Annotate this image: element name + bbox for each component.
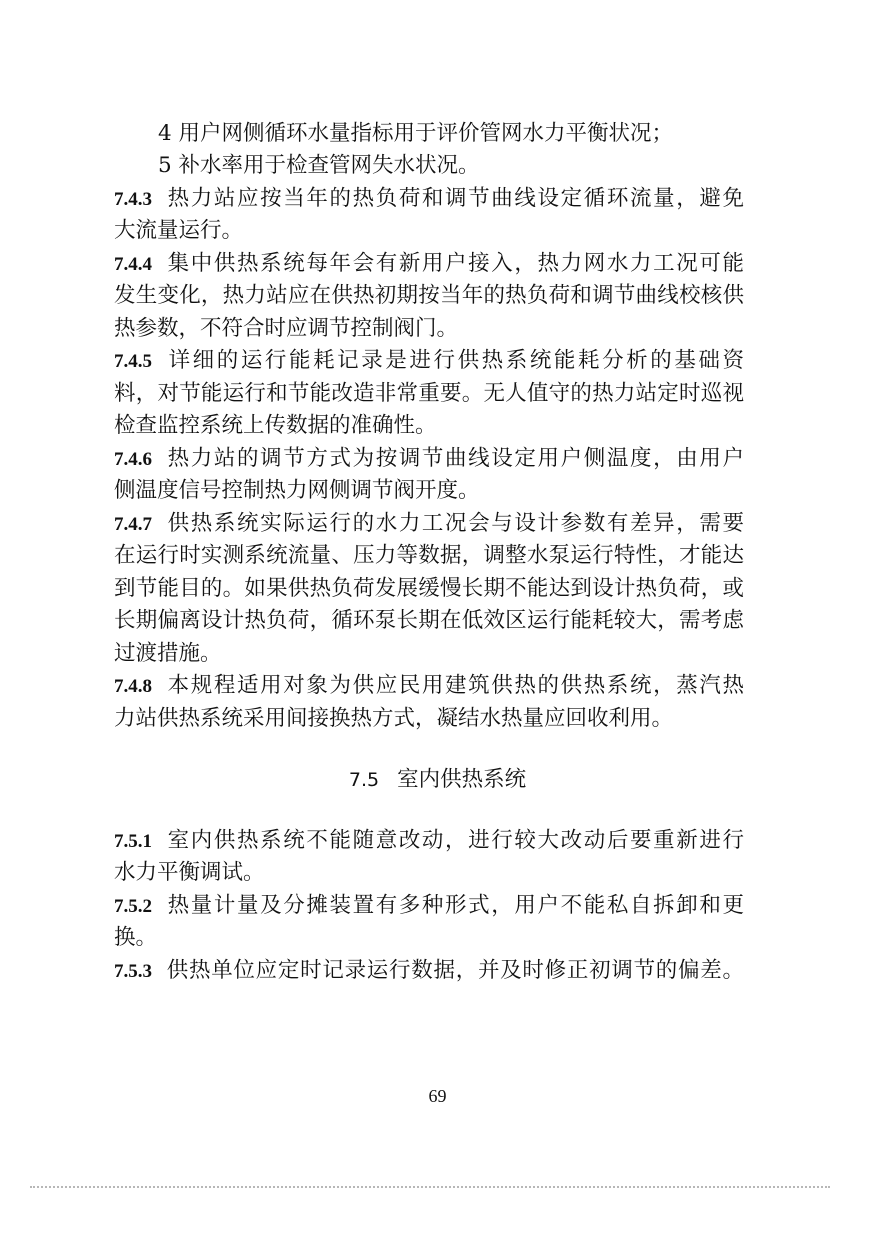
clause-7-4-4: 7.4.4 集中供热系统每年会有新用户接入，热力网水力工况可能 — [114, 251, 744, 276]
section-heading: 7.5 室内供热系统 — [348, 767, 527, 792]
page-number: 69 — [428, 1086, 447, 1106]
clause-7-5-1: 7.5.1 室内供热系统不能随意改动，进行较大改动后要重新进行 — [114, 828, 744, 853]
list-item: 4 用户网侧循环水量指标用于评价管网水力平衡状况； — [158, 121, 674, 146]
clause-line: 换。 — [114, 925, 158, 950]
clause-line: 发生变化，热力站应在供热初期按当年的热负荷和调节曲线校核供 — [114, 283, 744, 308]
clause-7-5-2: 7.5.2 热量计量及分摊装置有多种形式，用户不能私自拆卸和更 — [114, 893, 744, 918]
clause-line: 大流量运行。 — [114, 218, 244, 243]
clause-line: 过渡措施。 — [114, 641, 222, 666]
clause-line: 力站供热系统采用间接换热方式，凝结水热量应回收利用。 — [114, 706, 674, 731]
clause-line: 水力平衡调试。 — [114, 860, 265, 885]
clause-line: 到节能目的。如果供热负荷发展缓慢长期不能达到设计热负荷，或 — [114, 576, 744, 601]
clause-7-4-7: 7.4.7 供热系统实际运行的水力工况会与设计参数有差异，需要 — [114, 511, 744, 536]
list-item: 5 补水率用于检查管网失水状况。 — [158, 153, 480, 178]
clause-line: 检查监控系统上传数据的准确性。 — [114, 413, 437, 438]
clause-7-4-8: 7.4.8 本规程适用对象为供应民用建筑供热的供热系统，蒸汽热 — [114, 673, 744, 698]
clause-line: 长期偏离设计热负荷，循环泵长期在低效区运行能耗较大，需考虑 — [114, 608, 744, 633]
clause-line: 侧温度信号控制热力网侧调节阀开度。 — [114, 478, 480, 503]
clause-7-5-3: 7.5.3 供热单位应定时记录运行数据，并及时修正初调节的偏差。 — [114, 958, 744, 983]
clause-7-4-6: 7.4.6 热力站的调节方式为按调节曲线设定用户侧温度，由用户 — [114, 446, 744, 471]
clause-line: 料，对节能运行和节能改造非常重要。无人值守的热力站定时巡视 — [114, 381, 744, 406]
clause-7-4-3: 7.4.3 热力站应按当年的热负荷和调节曲线设定循环流量，避免 — [114, 186, 744, 211]
clause-line: 热参数，不符合时应调节控制阀门。 — [114, 316, 459, 341]
scan-artifact-line — [30, 1186, 830, 1192]
clause-7-4-5: 7.4.5 详细的运行能耗记录是进行供热系统能耗分析的基础资 — [114, 348, 744, 373]
clause-line: 在运行时实测系统流量、压力等数据，调整水泵运行特性，才能达 — [114, 543, 744, 568]
